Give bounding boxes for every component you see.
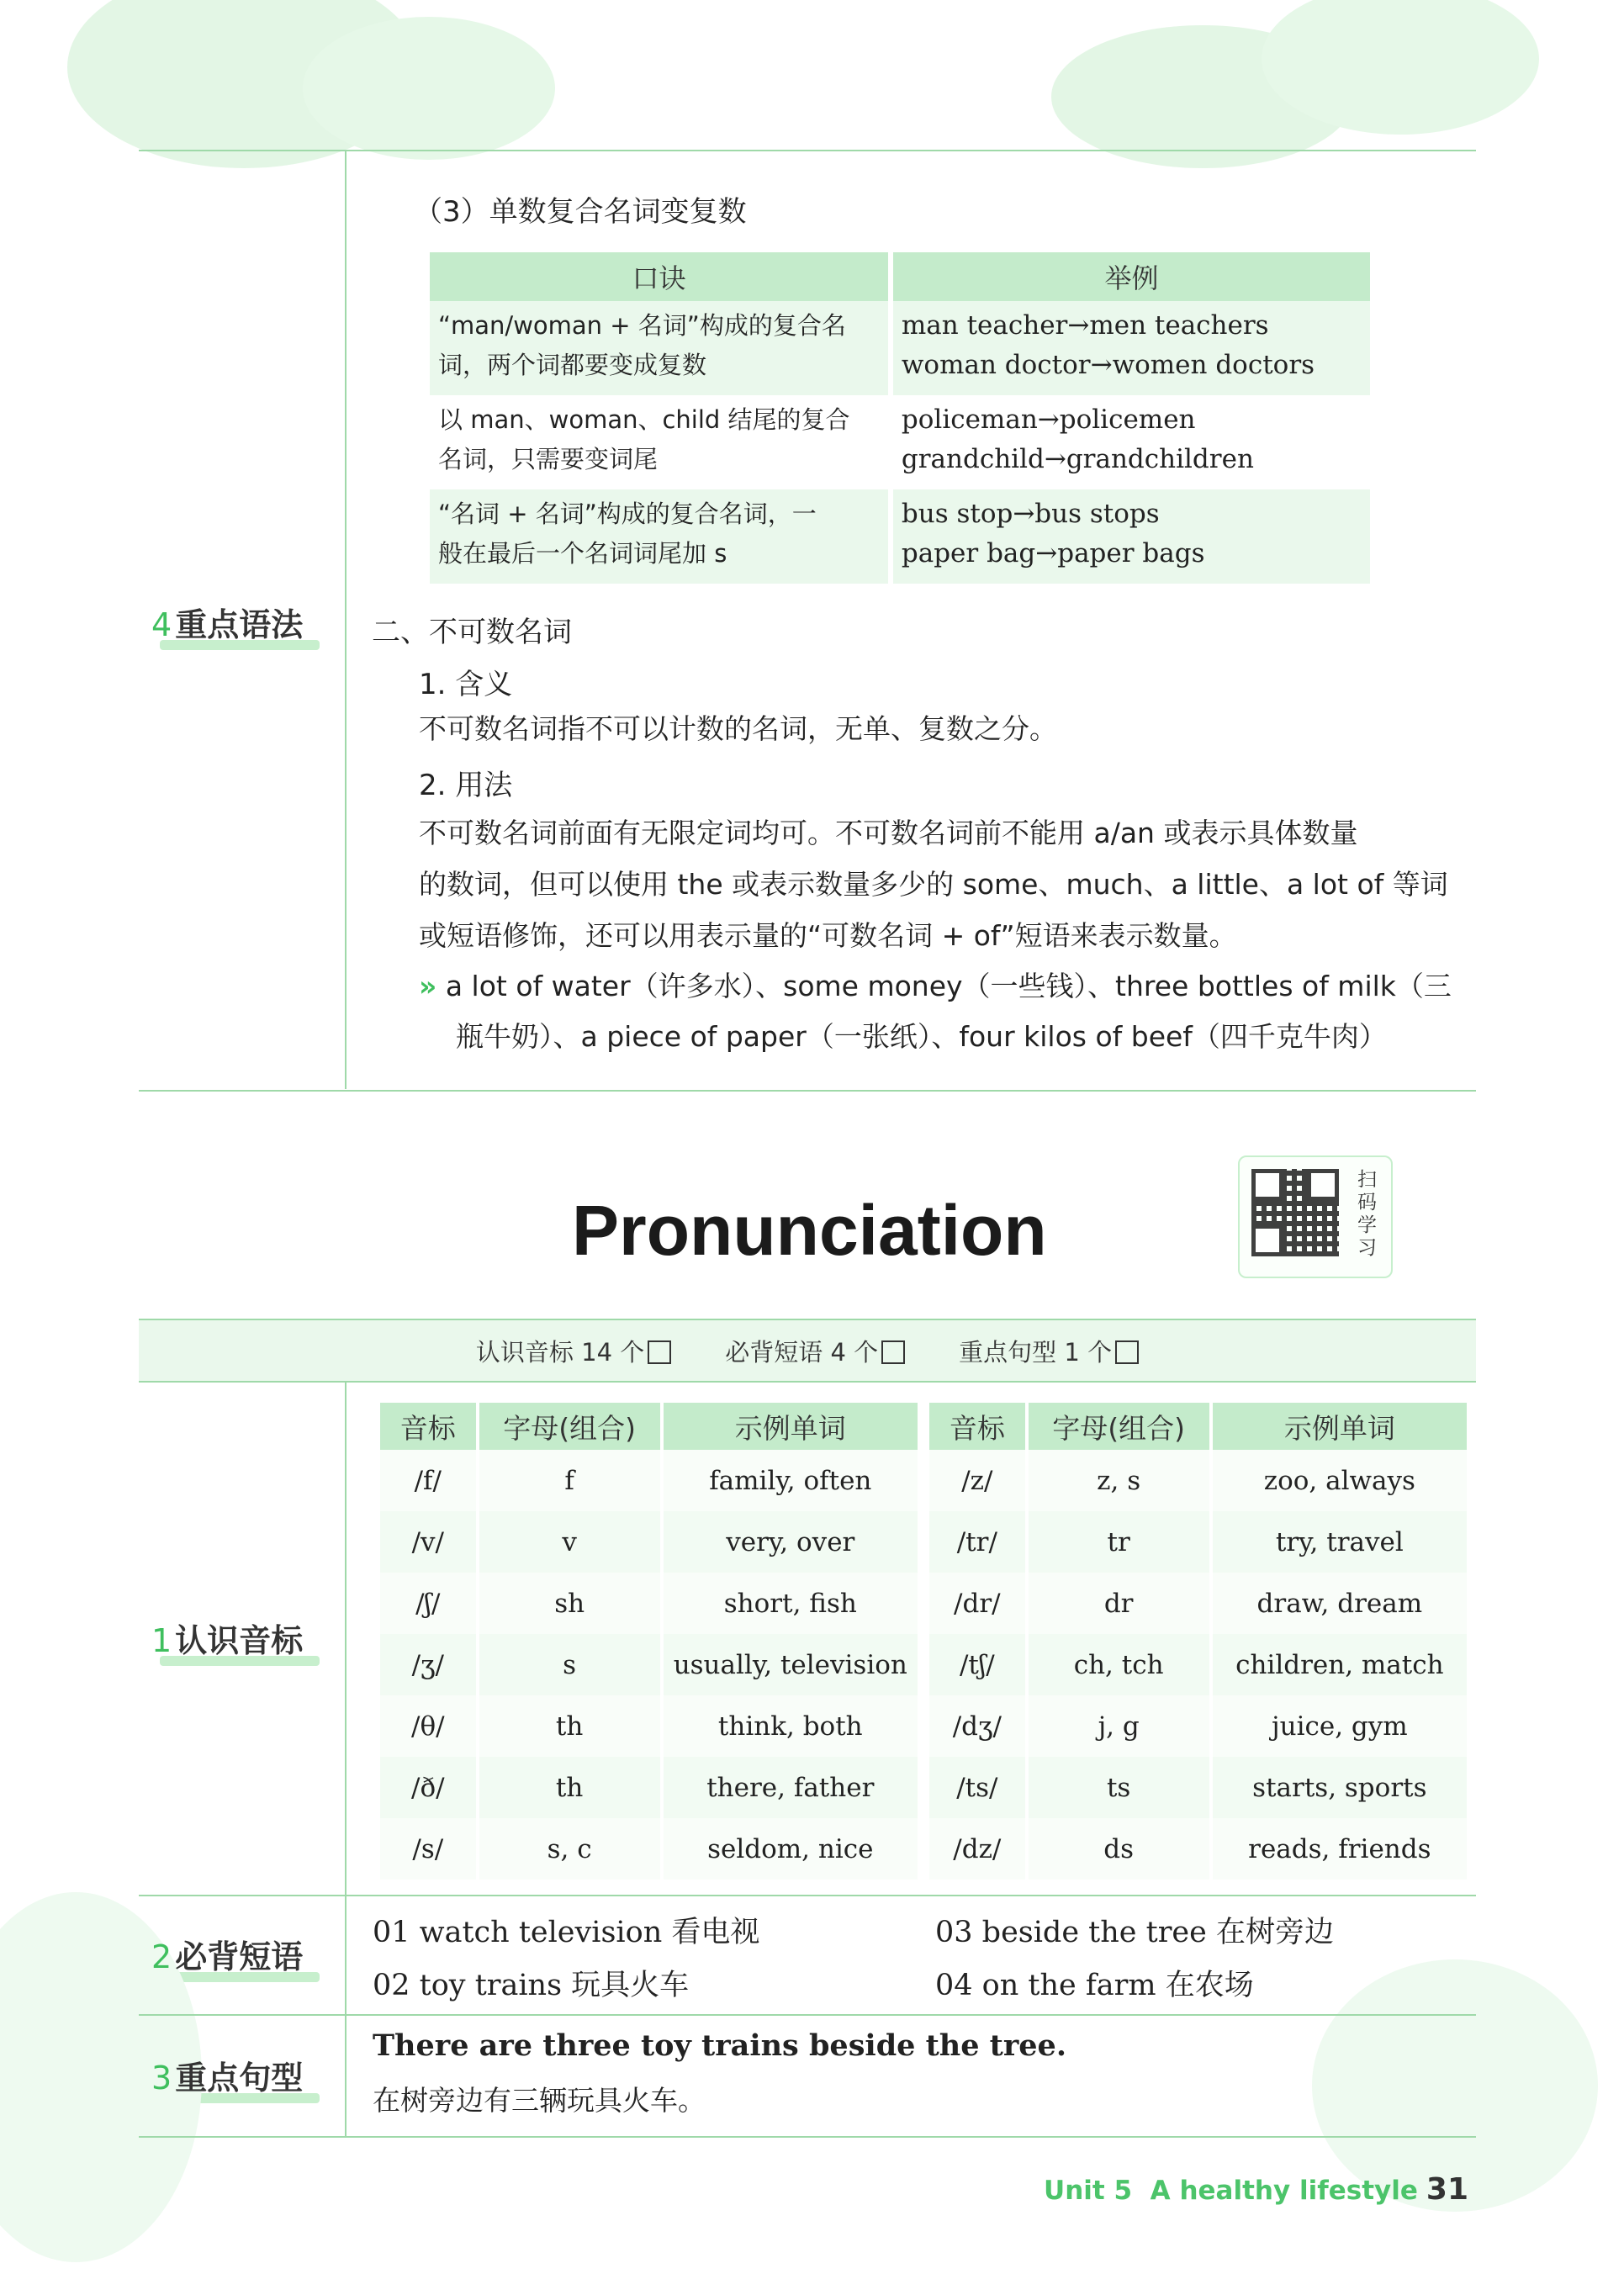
example-words: starts, sports — [1213, 1757, 1467, 1818]
phrases-section-label — [151, 1931, 336, 1977]
section-number: 4 — [151, 606, 172, 643]
qr-code-icon[interactable] — [1251, 1169, 1339, 1256]
letter-combination: f — [479, 1450, 660, 1511]
checkbox-icon[interactable] — [1115, 1340, 1139, 1364]
example-words: draw, dream — [1213, 1573, 1467, 1634]
example-words: usually, television — [664, 1634, 918, 1695]
top-divider — [139, 150, 1476, 151]
rule-text: 以 man、woman、child 结尾的复合 — [438, 405, 850, 434]
example-words: short, fish — [664, 1573, 918, 1634]
example-text: man teacher→men teachers — [901, 310, 1269, 341]
qr-code-panel[interactable] — [1238, 1155, 1393, 1278]
grammar-section-label — [151, 599, 336, 645]
page-number: 31 — [1426, 2172, 1468, 2207]
letter-combination: sh — [479, 1573, 660, 1634]
phrase-item: 02 toy trains 玩具火车 — [373, 1969, 690, 2002]
table-row — [380, 1695, 1467, 1757]
table-row — [380, 1511, 1467, 1573]
example-line — [419, 960, 1479, 1012]
letter-combination: s — [479, 1634, 660, 1695]
usage-heading: 2. 用法 — [419, 769, 513, 802]
header-symbol: 音标 — [380, 1403, 476, 1450]
usage-line: 不可数名词前面有无限定词均可。不可数名词前不能用 a/an 或表示具体数量 — [419, 817, 1358, 849]
example-words: there, father — [664, 1757, 918, 1818]
page-footer — [1044, 2172, 1468, 2207]
table-row — [430, 301, 1370, 395]
letter-combination: dr — [1029, 1573, 1209, 1634]
phonetic-symbol: /dʒ/ — [929, 1695, 1025, 1757]
example-words: children, match — [1213, 1634, 1467, 1695]
rule-text: 名词，只需要变词尾 — [438, 445, 659, 473]
header-letters: 字母(组合) — [479, 1403, 660, 1450]
key-sentence-en: There are three toy trains beside the tree. — [373, 2028, 1067, 2063]
example-words: zoo, always — [1213, 1450, 1467, 1511]
letter-combination: s, c — [479, 1818, 660, 1880]
phonetic-symbol: /dz/ — [929, 1818, 1025, 1880]
example-line — [456, 1011, 1516, 1062]
stat-item — [476, 1334, 671, 1368]
usage-text — [419, 807, 1479, 961]
section-title: 重点句型 — [175, 2060, 304, 2097]
phrase-item: 01 watch television 看电视 — [373, 1916, 760, 1949]
example-words: very, over — [664, 1511, 918, 1573]
sentence-section-label — [151, 2052, 336, 2098]
section-title: 认识音标 — [175, 1622, 304, 1659]
stat-count: 1 个 — [1064, 1337, 1113, 1367]
phonetic-symbol: /tr/ — [929, 1511, 1025, 1573]
example-cell — [893, 301, 1370, 395]
example-cell — [893, 395, 1370, 489]
footer-title: A healthy lifestyle — [1150, 2176, 1418, 2206]
double-chevron-icon: » — [419, 970, 437, 1002]
table-row — [430, 489, 1370, 584]
table-row — [380, 1573, 1467, 1634]
letter-combination: v — [479, 1511, 660, 1573]
header-words: 示例单词 — [1213, 1403, 1467, 1450]
example-text: 瓶牛奶）、a piece of paper（一张纸）、four kilos of beef（四千克牛肉） — [456, 1020, 1387, 1053]
background-blob — [303, 17, 555, 160]
key-sentence-zh: 在树旁边有三辆玩具火车。 — [373, 2084, 706, 2117]
letter-combination: th — [479, 1695, 660, 1757]
example-cell — [893, 489, 1370, 584]
example-words: reads, friends — [1213, 1818, 1467, 1880]
phonetic-symbol: /v/ — [380, 1511, 476, 1573]
rule-cell — [430, 301, 888, 395]
qr-label: 扫码学习 — [1357, 1169, 1377, 1259]
stat-label: 认识音标 — [475, 1337, 574, 1367]
phonetic-symbol: /tʃ/ — [929, 1634, 1025, 1695]
meaning-heading: 1. 含义 — [419, 668, 513, 701]
section-divider — [139, 2014, 1476, 2016]
rule-text: “man/woman + 名词”构成的复合名 — [438, 311, 846, 340]
table-row — [380, 1450, 1467, 1511]
phonetic-symbol: /ð/ — [380, 1757, 476, 1818]
letter-combination: j, g — [1029, 1695, 1209, 1757]
usage-line: 或短语修饰，还可以用表示量的“可数名词 + of”短语来表示数量。 — [419, 919, 1237, 952]
phonetic-symbol: /ʃ/ — [380, 1573, 476, 1634]
phonetic-symbol: /z/ — [929, 1450, 1025, 1511]
example-text: grandchild→grandchildren — [901, 444, 1254, 474]
checkbox-icon[interactable] — [648, 1340, 671, 1364]
phonetic-symbol: /s/ — [380, 1818, 476, 1880]
phonetic-symbol: /ʒ/ — [380, 1634, 476, 1695]
meaning-text: 不可数名词指不可以计数的名词，无单、复数之分。 — [419, 712, 1057, 745]
example-text: policeman→policemen — [901, 405, 1196, 435]
letter-combination: ds — [1029, 1818, 1209, 1880]
phrase-item: 04 on the farm 在农场 — [935, 1969, 1254, 2002]
section-number: 3 — [151, 2060, 172, 2097]
letter-combination: th — [479, 1757, 660, 1818]
phonetic-symbol: /f/ — [380, 1450, 476, 1511]
phonetics-table — [377, 1403, 1470, 1880]
section-number: 1 — [151, 1622, 172, 1659]
rule-text: 般在最后一个名词词尾加 s — [438, 539, 727, 568]
section-divider — [139, 1090, 1476, 1092]
table-row — [380, 1757, 1467, 1818]
letter-combination: ts — [1029, 1757, 1209, 1818]
header-words: 示例单词 — [664, 1403, 918, 1450]
header-letters: 字母(组合) — [1029, 1403, 1209, 1450]
example-words: family, often — [664, 1450, 918, 1511]
stats-bar — [139, 1319, 1476, 1383]
letter-combination: tr — [1029, 1511, 1209, 1573]
stat-item — [725, 1334, 905, 1368]
stat-label: 必背短语 — [725, 1337, 823, 1367]
stat-label: 重点句型 — [959, 1337, 1057, 1367]
page-title: Pronunciation — [572, 1191, 1047, 1270]
example-text: paper bag→paper bags — [901, 538, 1205, 568]
grammar-column-divider — [345, 151, 346, 1089]
phonetic-symbol: /dr/ — [929, 1573, 1025, 1634]
compound-noun-table — [425, 252, 1375, 584]
example-text: a lot of water（许多水）、some money（一些钱）、three bottles of milk（三 — [445, 970, 1452, 1002]
footer-unit: Unit 5 — [1044, 2176, 1133, 2206]
example-words: try, travel — [1213, 1511, 1467, 1573]
usage-line: 的数词，但可以使用 the 或表示数量多少的 some、much、a little、a lot of 等词 — [419, 868, 1448, 901]
section-number: 2 — [151, 1938, 172, 1975]
section-title: 重点语法 — [175, 606, 304, 643]
phonetic-symbol: /ts/ — [929, 1757, 1025, 1818]
example-words: think, both — [664, 1695, 918, 1757]
rule-cell — [430, 489, 888, 584]
letter-combination: ch, tch — [1029, 1634, 1209, 1695]
phrase-item: 03 beside the tree 在树旁边 — [935, 1916, 1334, 1949]
stat-count: 4 个 — [830, 1337, 879, 1367]
rule-text: “名词 + 名词”构成的复合名词，一 — [438, 500, 817, 528]
rule-text: 词，两个词都要变成复数 — [438, 351, 707, 379]
header-symbol: 音标 — [929, 1403, 1025, 1450]
rule-cell — [430, 395, 888, 489]
table-header-example: 举例 — [893, 252, 1370, 301]
pron-column-divider — [345, 1381, 346, 2138]
phonetic-symbol: /θ/ — [380, 1695, 476, 1757]
phonetics-section-label — [151, 1615, 336, 1661]
uncountable-heading: 二、不可数名词 — [372, 616, 572, 649]
table-row — [380, 1818, 1467, 1880]
bottom-divider — [139, 2136, 1476, 2138]
table-header-rule: 口诀 — [430, 252, 888, 301]
example-text: woman doctor→women doctors — [901, 350, 1315, 380]
grammar-subheading: （3）单数复合名词变复数 — [414, 195, 747, 229]
stat-item — [959, 1334, 1139, 1368]
letter-combination: z, s — [1029, 1450, 1209, 1511]
section-divider — [139, 1895, 1476, 1896]
example-words: juice, gym — [1213, 1695, 1467, 1757]
checkbox-icon[interactable] — [881, 1340, 905, 1364]
example-text: bus stop→bus stops — [901, 499, 1160, 529]
table-row — [430, 395, 1370, 489]
section-title: 必背短语 — [175, 1938, 304, 1975]
example-words: seldom, nice — [664, 1818, 918, 1880]
stat-count: 14 个 — [581, 1337, 645, 1367]
table-row — [380, 1634, 1467, 1695]
